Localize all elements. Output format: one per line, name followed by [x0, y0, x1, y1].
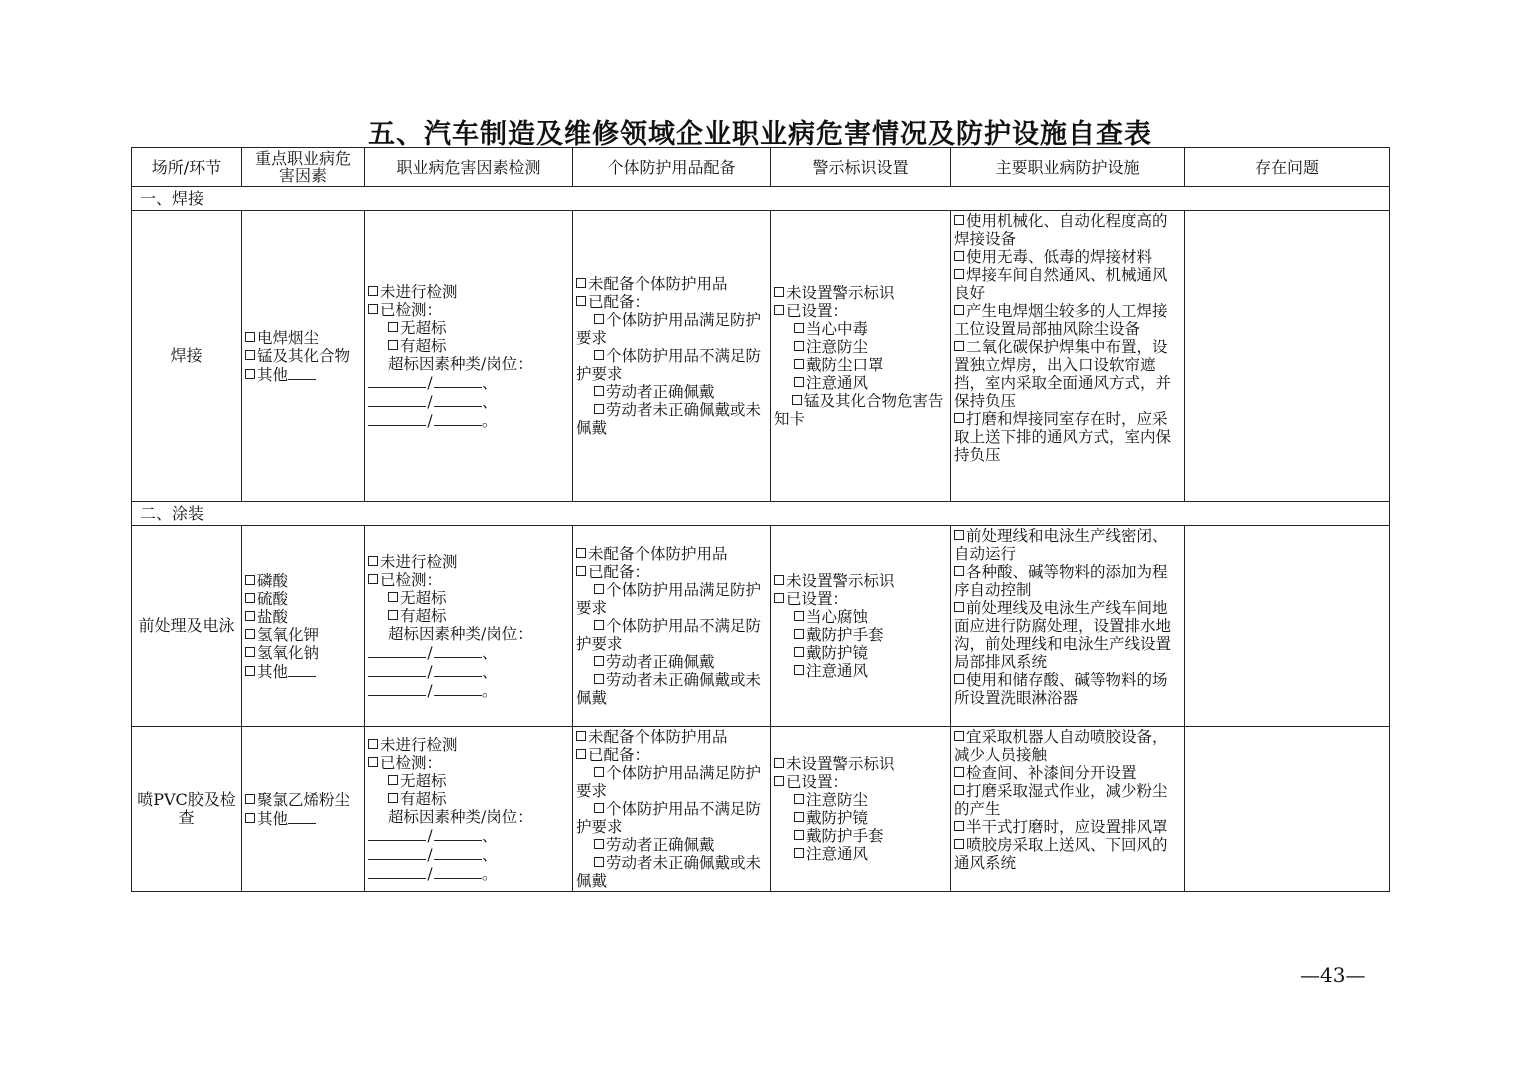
checkbox[interactable] [594, 803, 604, 813]
checkbox[interactable] [954, 305, 964, 315]
blank-line[interactable] [434, 662, 482, 677]
header-row [132, 148, 1390, 187]
checkbox[interactable] [245, 593, 255, 603]
header-place: 场所/环节 [132, 148, 242, 187]
checkbox[interactable] [794, 359, 804, 369]
header-hazards: 重点职业病危害因素 [242, 148, 365, 187]
blank-line[interactable] [434, 643, 482, 658]
checkbox[interactable] [368, 286, 378, 296]
checkbox[interactable] [794, 665, 804, 675]
page-number: —43— [1300, 963, 1366, 987]
blank-line[interactable] [434, 411, 482, 426]
checkbox[interactable] [794, 611, 804, 621]
checkbox[interactable] [794, 377, 804, 387]
issues-cell[interactable] [1185, 526, 1390, 727]
facilities-cell: 宜采取机器人自动喷胶设备，减少人员接触 检查间、补漆间分开设置 打磨采取湿式作业，减少粉尘的产生 半干式打磨时，应设置排风罩 喷胶房采取上送风、下回风的通风系统 [951, 727, 1185, 892]
checkbox[interactable] [245, 813, 255, 823]
checkbox[interactable] [594, 620, 604, 630]
checkbox[interactable] [794, 323, 804, 333]
section-label-welding: 一、焊接 [132, 187, 1390, 211]
blank-line[interactable] [288, 365, 316, 380]
checkbox[interactable] [368, 574, 378, 584]
checkbox[interactable] [594, 839, 604, 849]
header-ppe: 个体防护用品配备 [573, 148, 771, 187]
checkbox[interactable] [368, 304, 378, 314]
blank-line[interactable] [434, 681, 482, 696]
checkbox[interactable] [368, 739, 378, 749]
checkbox[interactable] [388, 610, 398, 620]
blank-line[interactable] [288, 662, 316, 677]
checkbox[interactable] [954, 785, 964, 795]
checkbox[interactable] [388, 592, 398, 602]
checkbox[interactable] [794, 647, 804, 657]
issues-cell[interactable] [1185, 727, 1390, 892]
checkbox[interactable] [954, 602, 964, 612]
checkbox[interactable] [954, 530, 964, 540]
checkbox[interactable] [794, 629, 804, 639]
checkbox[interactable] [774, 305, 784, 315]
checkbox[interactable] [245, 350, 255, 360]
place-cell: 前处理及电泳 [132, 526, 242, 727]
checkbox[interactable] [245, 794, 255, 804]
checkbox[interactable] [792, 395, 802, 405]
checkbox[interactable] [594, 857, 604, 867]
signs-cell: 未设置警示标识 已设置： 注意防尘 戴防护镜 戴防护手套 注意通风 [771, 727, 951, 892]
checkbox[interactable] [388, 340, 398, 350]
checkbox[interactable] [594, 656, 604, 666]
checkbox[interactable] [794, 341, 804, 351]
checkbox[interactable] [388, 793, 398, 803]
place-cell: 喷PVC胶及检查 [132, 727, 242, 892]
signs-cell: 未设置警示标识 已设置： 当心腐蚀 戴防护手套 戴防护镜 注意通风 [771, 526, 951, 727]
checkbox[interactable] [954, 413, 964, 423]
checkbox[interactable] [576, 731, 586, 741]
section-label-painting: 二、涂装 [132, 502, 1390, 526]
checkbox[interactable] [594, 350, 604, 360]
checkbox[interactable] [245, 369, 255, 379]
checkbox[interactable] [774, 593, 784, 603]
blank-line[interactable] [368, 662, 426, 677]
blank-line[interactable] [368, 392, 426, 407]
checkbox[interactable] [368, 757, 378, 767]
table-row [132, 526, 1390, 727]
detection-cell: 未进行检测 已检测： 无超标 有超标 超标因素种类/岗位： / 、 / 、 / 。 [365, 727, 573, 892]
issues-cell[interactable] [1185, 211, 1390, 502]
checkbox[interactable] [794, 848, 804, 858]
checkbox[interactable] [388, 322, 398, 332]
blank-line[interactable] [368, 643, 426, 658]
blank-line[interactable] [288, 809, 316, 824]
checkbox[interactable] [954, 767, 964, 777]
blank-line[interactable] [368, 373, 426, 388]
checkbox[interactable] [774, 287, 784, 297]
blank-line[interactable] [368, 845, 426, 860]
facilities-cell: 前处理线和电泳生产线密闭、自动运行 各种酸、碱等物料的添加为程序自动控制 前处理线及电泳生产线车间地面应进行防腐处理，设置排水地沟，前处理线和电泳生产线设置局部排风系统 使用和储存酸、碱等物料的场所设置洗眼淋浴器 [951, 526, 1185, 727]
blank-line[interactable] [434, 845, 482, 860]
header-facilities: 主要职业病防护设施 [951, 148, 1185, 187]
blank-line[interactable] [434, 392, 482, 407]
facilities-cell: 使用机械化、自动化程度高的焊接设备 使用无毒、低毒的焊接材料 焊接车间自然通风、机械通风良好 产生电焊烟尘较多的人工焊接工位设置局部抽风除尘设备 二氧化碳保护焊集中布置，设置独立焊房，出入口设软帘遮挡，室内采取全面通风方式，并保持负压 打磨和焊接同室存在时，应采取上送下排的通风方式，室内保持负压 [951, 211, 1185, 502]
checkbox[interactable] [245, 629, 255, 639]
header-signs: 警示标识设置 [771, 148, 951, 187]
checkbox[interactable] [245, 575, 255, 585]
checkbox[interactable] [954, 731, 964, 741]
page-title: 五、汽车制造及维修领域企业职业病危害情况及防护设施自查表 [368, 119, 1152, 150]
checkbox[interactable] [774, 575, 784, 585]
checkbox[interactable] [245, 611, 255, 621]
checkbox[interactable] [594, 386, 604, 396]
checkbox[interactable] [388, 775, 398, 785]
checkbox[interactable] [594, 767, 604, 777]
checkbox[interactable] [576, 749, 586, 759]
checkbox[interactable] [774, 758, 784, 768]
checkbox[interactable] [576, 548, 586, 558]
detection-cell: 未进行检测 已检测： 无超标 有超标 超标因素种类/岗位： / 、 / 、 / 。 [365, 526, 573, 727]
signs-cell: 未设置警示标识 已设置： 当心中毒 注意防尘 戴防尘口罩 注意通风 锰及其化合物危害告知卡 [771, 211, 951, 502]
checkbox[interactable] [368, 556, 378, 566]
blank-line[interactable] [434, 373, 482, 388]
table-row [132, 211, 1390, 502]
checkbox[interactable] [594, 584, 604, 594]
checkbox[interactable] [245, 332, 255, 342]
checkbox[interactable] [794, 830, 804, 840]
blank-line[interactable] [368, 826, 426, 841]
hazards-cell: 电焊烟尘 锰及其化合物 其他 [242, 211, 365, 502]
checkbox[interactable] [954, 269, 964, 279]
checkbox[interactable] [594, 674, 604, 684]
checkbox[interactable] [954, 821, 964, 831]
checkbox[interactable] [594, 404, 604, 414]
place-cell: 焊接 [132, 211, 242, 502]
checkbox[interactable] [954, 341, 964, 351]
checkbox[interactable] [576, 278, 586, 288]
checkbox[interactable] [594, 314, 604, 324]
blank-line[interactable] [434, 826, 482, 841]
hazards-cell: 聚氯乙烯粉尘 其他 [242, 727, 365, 892]
checkbox[interactable] [954, 215, 964, 225]
checkbox[interactable] [245, 647, 255, 657]
checkbox[interactable] [954, 566, 964, 576]
checkbox[interactable] [245, 666, 255, 676]
checkbox[interactable] [954, 674, 964, 684]
detection-cell: 未进行检测 已检测： 无超标 有超标 超标因素种类/岗位： / 、 / 、 / 。 [365, 211, 573, 502]
checkbox[interactable] [576, 296, 586, 306]
blank-line[interactable] [368, 864, 426, 879]
ppe-cell: 未配备个体防护用品 已配备： 个体防护用品满足防护要求 个体防护用品不满足防护要求 劳动者正确佩戴 劳动者未正确佩戴或未佩戴 [573, 526, 771, 727]
checkbox[interactable] [954, 251, 964, 261]
checkbox[interactable] [576, 566, 586, 576]
self-check-table [131, 147, 1390, 892]
blank-line[interactable] [368, 411, 426, 426]
ppe-cell: 未配备个体防护用品 已配备： 个体防护用品满足防护要求 个体防护用品不满足防护要求 劳动者正确佩戴 劳动者未正确佩戴或未佩戴 [573, 211, 771, 502]
checkbox[interactable] [794, 794, 804, 804]
header-issues: 存在问题 [1185, 148, 1390, 187]
header-detection: 职业病危害因素检测 [365, 148, 573, 187]
ppe-cell: 未配备个体防护用品 已配备： 个体防护用品满足防护要求 个体防护用品不满足防护要求 劳动者正确佩戴 劳动者未正确佩戴或未佩戴 [573, 727, 771, 892]
checkbox[interactable] [794, 812, 804, 822]
checkbox[interactable] [954, 839, 964, 849]
hazards-cell: 磷酸 硫酸 盐酸 氢氧化钾 氢氧化钠 其他 [242, 526, 365, 727]
checkbox[interactable] [774, 776, 784, 786]
table-row [132, 727, 1390, 892]
blank-line[interactable] [434, 864, 482, 879]
blank-line[interactable] [368, 681, 426, 696]
